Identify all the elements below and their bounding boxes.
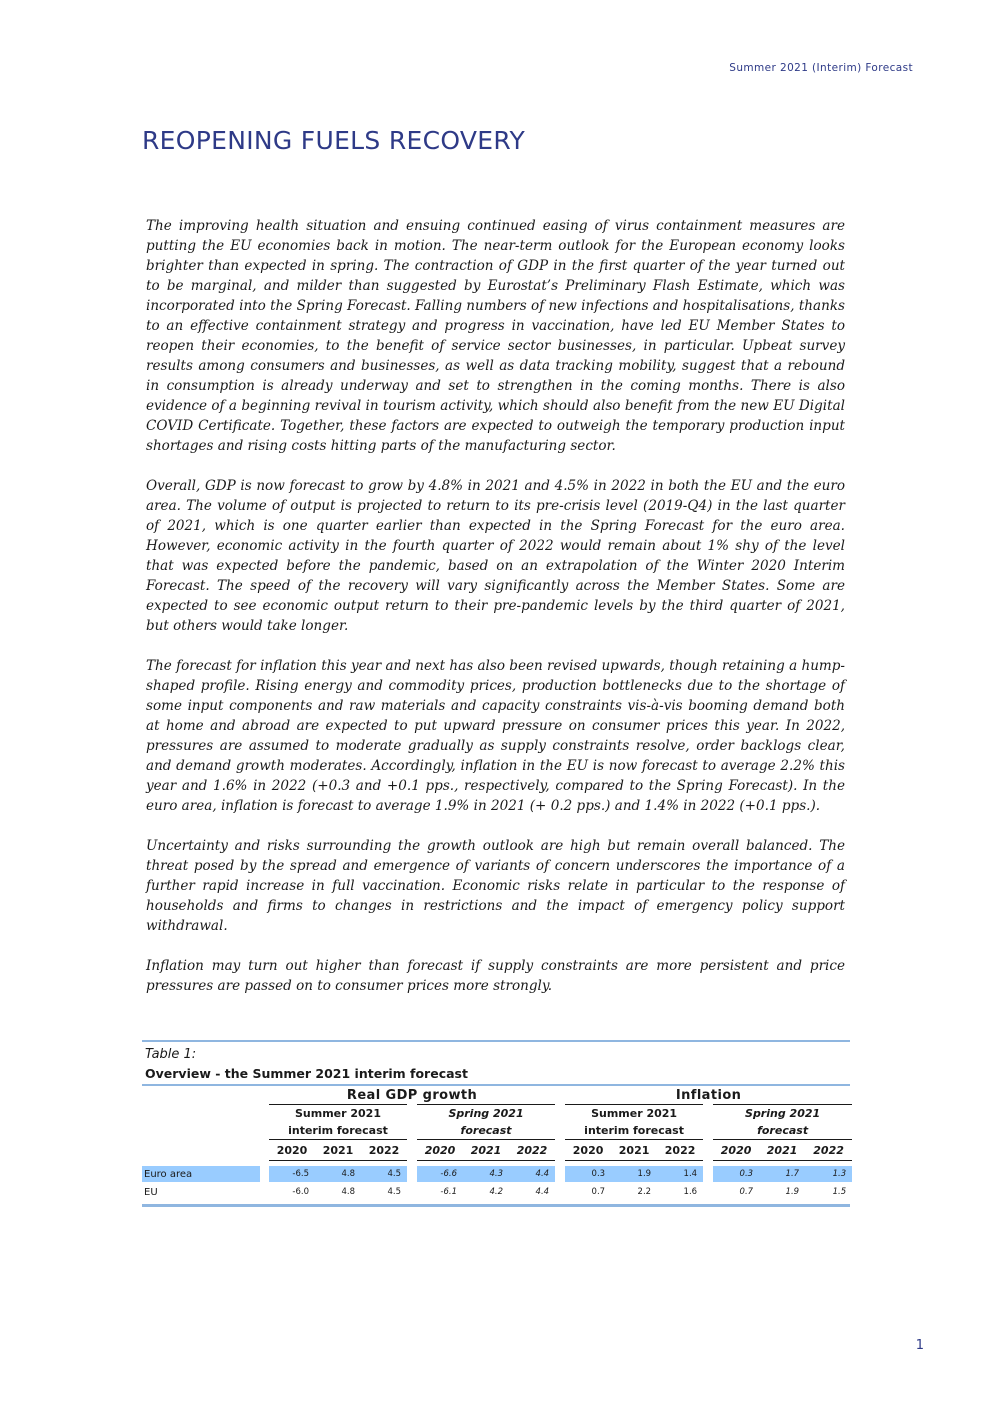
year-header: 2021 <box>611 1140 657 1161</box>
table-cell: 1.7 <box>759 1166 805 1182</box>
body-text <box>146 216 845 1016</box>
row-label: EU <box>144 1186 158 1198</box>
paragraph: The improving health situation and ensuing continued easing of virus containment measures are putting the EU economies back in motion. The near-term outlook for the European economy looks brighter than expected in spring. The contraction of GDP in the first quarter of the year turned out to be marginal, and milder than suggested by Eurostat’s Preliminary Flash Estimate, which was incorporated into the Spring Forecast. Falling numbers of new infections and hospitalisations, thanks to an effective containment strategy and progress in vaccination, have led EU Member States to reopen their economies, to the benefit of service sector businesses, in particular. Upbeat survey results among consumers and businesses, as well as data tracking mobility, suggest that a rebound in consumption is already underway and set to strengthen in the coming months. There is also evidence of a beginning revival in tourism activity, which should also benefit from the new EU Digital COVID Certificate. Together, these factors are expected to outweigh the temporary production input shortages and rising costs hitting parts of the manufacturing sector. <box>146 218 845 454</box>
page-number: 1 <box>915 1338 924 1353</box>
overview-table <box>142 1040 850 1207</box>
table-cell: -6.5 <box>269 1166 315 1182</box>
group-header-inflation: Inflation <box>675 1087 742 1103</box>
table-cell: 0.7 <box>591 1187 606 1197</box>
table-cell: 1.6 <box>683 1187 698 1197</box>
table-cell: 0.7 <box>739 1187 754 1197</box>
year-header: 2020 <box>713 1140 759 1161</box>
subgroup-header: Spring 2021 forecast <box>713 1105 852 1140</box>
table-row <box>142 1184 852 1200</box>
table-cell: 4.4 <box>535 1187 550 1197</box>
table-cell: 1.9 <box>611 1166 657 1182</box>
subgroup-header: Summer 2021 interim forecast <box>269 1105 407 1140</box>
year-header: 2022 <box>509 1140 555 1161</box>
page-title: REOPENING FUELS RECOVERY <box>142 126 526 155</box>
table-cell: 1.3 <box>805 1166 852 1182</box>
year-header: 2020 <box>565 1140 611 1161</box>
year-header: 2021 <box>315 1140 361 1161</box>
subgroup-header: Spring 2021 forecast <box>417 1105 555 1140</box>
row-label: Euro area <box>142 1166 260 1182</box>
paragraph: The forecast for inflation this year and next has also been revised upwards, though retaining a hump-shaped profile. Rising energy and commodity prices, production bottlenecks due to the shortage of some input components and raw materials and capacity constraints vis-à-vis booming demand both at home and abroad are expected to put upward pressure on consumer prices this year. In 2022, pressures are assumed to moderate gradually as supply constraints resolve, order backlogs clear, and demand growth moderates. Accordingly, inflation in the EU is now forecast to average 2.2% this year and 1.6% in 2022 (+0.3 and +0.1 pps., respectively, compared to the Spring Forecast). In the euro area, inflation is forecast to average 1.9% in 2021 (+ 0.2 pps.) and 1.4% in 2022 (+0.1 pps.). <box>146 658 846 814</box>
table-cell: 0.3 <box>713 1166 759 1182</box>
year-header: 2022 <box>657 1140 703 1161</box>
table-cell: 0.3 <box>565 1166 611 1182</box>
table-cell: 4.2 <box>489 1187 503 1197</box>
year-header: 2021 <box>759 1140 805 1161</box>
group-header-gdp: Real GDP growth <box>346 1087 478 1103</box>
table-rule <box>142 1040 850 1042</box>
subgroup-header: Summer 2021 interim forecast <box>565 1105 703 1140</box>
year-header: 2020 <box>417 1140 463 1161</box>
year-header: 2022 <box>361 1140 407 1161</box>
paragraph: Inflation may turn out higher than forecast if supply constraints are more persistent and price pressures are passed on to consumer prices more strongly. <box>146 958 845 994</box>
paragraph: Uncertainty and risks surrounding the growth outlook are high but remain overall balanced. The threat posed by the spread and emergence of variants of concern underscores the importance of a further rapid increase in full vaccination. Economic risks relate in particular to the response of households and firms to changes in restrictions and the impact of emergency policy support withdrawal. <box>146 838 845 934</box>
table-cell: -6.1 <box>440 1187 457 1197</box>
table-cell: 4.5 <box>361 1166 407 1182</box>
data-table <box>142 1086 852 1200</box>
year-header: 2020 <box>269 1140 315 1161</box>
table-title: Overview - the Summer 2021 interim forecast <box>145 1066 468 1081</box>
table-cell: 1.4 <box>657 1166 703 1182</box>
table-cell: 4.8 <box>341 1187 355 1197</box>
table-cell: -6.6 <box>417 1166 463 1182</box>
table-row <box>142 1166 852 1182</box>
paragraph: Overall, GDP is now forecast to grow by 4.8% in 2021 and 4.5% in 2022 in both the EU and the euro area. The volume of output is projected to return to its pre-crisis level (2019-Q4) in the last quarter of 2021, which is one quarter earlier than expected in the Spring Forecast for the euro area. However, economic activity in the fourth quarter of 2022 would remain about 1% shy of the level that was expected before the pandemic, based on an extrapolation of the Winter 2020 Interim Forecast. The speed of the recovery will vary significantly across the Member States. Some are expected to see economic output return to their pre-pandemic levels by the third quarter of 2021, but others would take longer. <box>146 478 845 634</box>
year-header: 2021 <box>463 1140 509 1161</box>
table-caption: Table 1: <box>145 1047 197 1062</box>
running-header: Summer 2021 (Interim) Forecast <box>729 62 913 74</box>
table-cell: 4.8 <box>315 1166 361 1182</box>
table-rule <box>142 1204 850 1207</box>
table-cell: 4.5 <box>387 1187 401 1197</box>
table-cell: 4.3 <box>463 1166 509 1182</box>
year-header: 2022 <box>805 1140 852 1161</box>
table-cell: 1.9 <box>785 1187 800 1197</box>
table-cell: 4.4 <box>509 1166 555 1182</box>
table-cell: 1.5 <box>832 1187 847 1197</box>
table-cell: 2.2 <box>637 1187 652 1197</box>
table-cell: -6.0 <box>292 1187 309 1197</box>
